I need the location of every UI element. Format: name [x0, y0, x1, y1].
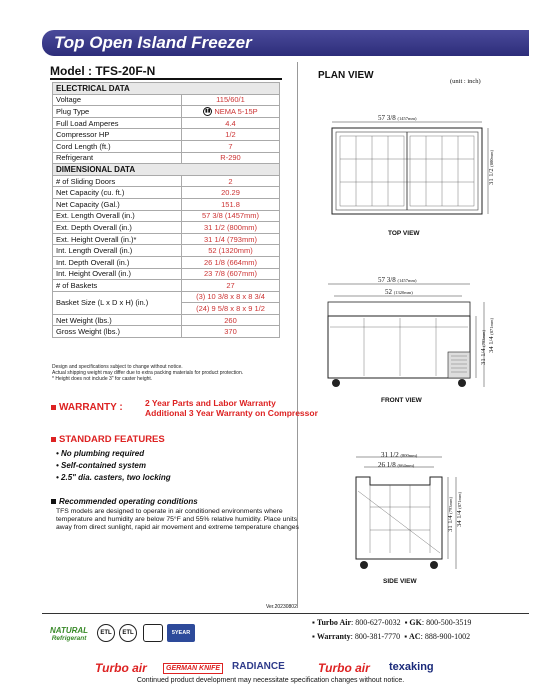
spec-row: Gross Weight (lbs.) 370 [53, 326, 280, 338]
bullet-icon [51, 405, 56, 410]
side-depth-dim: 31 1/2 (800mm) [381, 451, 418, 459]
turbo-air-logo: Turbo air [318, 661, 370, 675]
model-underline [50, 78, 282, 80]
energy-icon [143, 624, 163, 642]
front-height-dim: 31 1/4 (793mm) [480, 330, 487, 365]
page-title: Top Open Island Freezer [54, 33, 252, 52]
unit-label: (unit : inch) [450, 78, 481, 85]
warranty-badge: 5YEAR [167, 624, 195, 642]
spec-row: Net Weight (lbs.) 260 [53, 314, 280, 326]
title-banner [42, 30, 529, 56]
front-view-drawing [320, 282, 495, 390]
recommended-title: Recommended operating conditions [51, 497, 198, 506]
natural-refrigerant-logo: NATURAL Refrigerant [50, 626, 89, 642]
spec-row: Ext. Length Overall (in.) 57 3/8 (1457mm) [53, 210, 280, 222]
spec-row: Plug Type ▮▮ NEMA 5-15P [53, 106, 280, 118]
spec-row: Full Load Amperes 4.4 [53, 117, 280, 129]
version-label: Ver.20230802 [266, 604, 297, 610]
spec-row: Ext. Height Overall (in.)* 31 1/4 (793mm) [53, 233, 280, 245]
front-height-caster-dim: 34 1/4 (871mm) [488, 318, 495, 353]
top-view-caption: TOP VIEW [388, 230, 420, 237]
spec-row: Ext. Depth Overall (in.) 31 1/2 (800mm) [53, 222, 280, 234]
german-knife-logo: GERMAN KNIFE [163, 663, 223, 674]
recommended-body: TFS models are designed to operate in air conditioned environments where temperature and humidity are below 75°F and 55% relative humidity. Place units away from direct sunlight, rapid air movement and extreme temperature changes [56, 508, 299, 532]
list-item: • 2.5" dia. casters, two locking [56, 473, 171, 482]
radiance-logo: RADIANCE [232, 661, 285, 672]
spec-notes: Design and specifications subject to change without notice. Actual shipping weight may differ due to extra packing materials for product protection. * Height does not include 3" for caster height. [52, 364, 244, 383]
front-length-dim: 57 3/8 (1457mm) [378, 276, 417, 284]
spec-row: (24) 9 5/8 x 8 x 9 1/2 [53, 303, 280, 315]
front-int-length-dim: 52 (1320mm) [385, 288, 413, 296]
warranty-label: WARRANTY : [51, 402, 123, 413]
spec-row: Refrigerant R-290 [53, 152, 280, 164]
plug-icon: ▮▮ [205, 108, 211, 115]
etl-sanitation-logo: ETL [119, 624, 137, 642]
spec-row: Cord Length (ft.) 7 [53, 140, 280, 152]
spec-row: Int. Depth Overall (in.) 26 1/8 (664mm) [53, 256, 280, 268]
etl-logo: ETL [97, 624, 115, 642]
spec-table [52, 82, 280, 338]
spec-row: Voltage 115/60/1 [53, 94, 280, 106]
contact-row: ▪ Warranty: 800-381-7770 ▪ AC: 888-900-1002 [312, 632, 471, 641]
top-view-drawing [320, 120, 495, 220]
side-height-dim: 31 1/4 (793mm) [447, 497, 454, 532]
spec-row: Net Capacity (cu. ft.) 20.29 [53, 187, 280, 199]
features-list [56, 448, 171, 484]
top-length-dim: 57 3/8 (1457mm) [378, 114, 417, 122]
features-title: STANDARD FEATURES [51, 434, 165, 445]
spec-row: Compressor HP 1/2 [53, 129, 280, 141]
spec-row: Net Capacity (Gal.) 151.8 [53, 198, 280, 210]
side-height-caster-dim: 34 1/4 (871mm) [456, 492, 463, 527]
footer-divider [42, 613, 529, 614]
spec-row: Int. Height Overall (in.) 23 7/8 (607mm) [53, 268, 280, 280]
contact-row: ▪ Turbo Air: 800-627-0032 ▪ GK: 800-500-3519 [312, 618, 472, 627]
front-view-caption: FRONT VIEW [381, 397, 422, 404]
spec-row: Int. Length Overall (in.) 52 (1320mm) [53, 245, 280, 257]
side-view-caption: SIDE VIEW [383, 578, 417, 585]
spec-row: # of Baskets 27 [53, 280, 280, 292]
section-header: ELECTRICAL DATA [53, 83, 280, 95]
list-item: • Self-contained system [56, 461, 146, 470]
footer-disclaimer: Continued product development may necessitate specification changes without notice. [136, 677, 405, 684]
texaking-logo: texaking [389, 661, 434, 673]
warranty-text: 2 Year Parts and Labor Warranty Additional 3 Year Warranty on Compressor [145, 398, 318, 418]
bullet-icon [51, 437, 56, 442]
spec-row: # of Sliding Doors 2 [53, 175, 280, 187]
spec-row: Basket Size (L x D x H) (in.) (3) 10 3/8 x 8 x 8 3/4 [53, 291, 280, 303]
side-int-depth-dim: 26 1/8 (664mm) [378, 461, 415, 469]
model-number: Model : TFS-20F-N [50, 64, 156, 78]
bullet-icon [51, 499, 56, 504]
list-item: • No plumbing required [56, 449, 145, 458]
turbo-air-logo: Turbo air [95, 661, 147, 675]
top-depth-dim: 31 1/2 (800mm) [488, 150, 495, 185]
plan-view-title: PLAN VIEW [318, 70, 374, 81]
section-header: DIMENSIONAL DATA [53, 164, 280, 176]
